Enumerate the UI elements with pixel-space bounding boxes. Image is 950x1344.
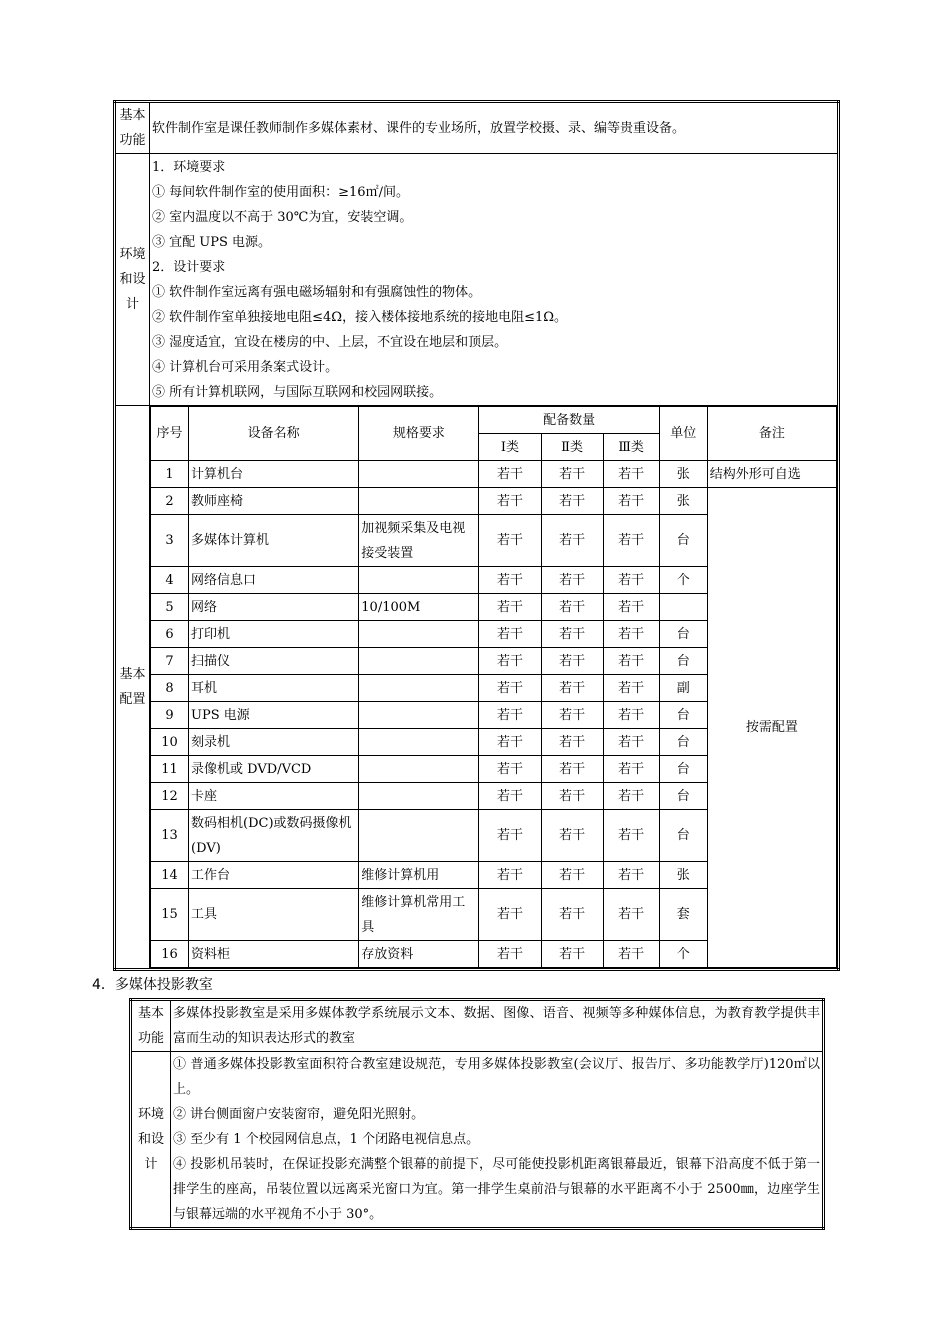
row-no: 4 [151,567,189,594]
row-class-2: 若干 [541,756,603,783]
row-class-2: 若干 [541,702,603,729]
row-spec [359,783,479,810]
row-name: 耳机 [189,675,359,702]
row-no: 16 [151,941,189,968]
row-unit: 台 [659,702,707,729]
row-class-3: 若干 [603,515,659,567]
table-row [151,488,837,515]
env-item: ③ 至少有 1 个校园网信息点，1 个闭路电视信息点。 [173,1132,480,1147]
env-design-content [150,154,839,406]
row-no: 11 [151,756,189,783]
row-class-3: 若干 [603,729,659,756]
row-name: 教师座椅 [189,488,359,515]
row-class-3: 若干 [603,461,659,488]
row-class-2: 若干 [541,515,603,567]
row-name: 录像机或 DVD/VCD [189,756,359,783]
header-unit: 单位 [659,407,707,461]
env-line: ③ 宜配 UPS 电源。 [152,234,272,250]
header-name: 设备名称 [189,407,359,461]
row-unit: 个 [659,567,707,594]
row-no: 7 [151,648,189,675]
row-class-3: 若干 [603,567,659,594]
row-unit: 个 [659,941,707,968]
row-class-3: 若干 [603,941,659,968]
env-item: ④ 投影机吊装时，在保证投影充满整个银幕的前提下，尽可能使投影机距离银幕最近，银幕下沿高度不低于第一排学生的座高，吊装位置以远离采光窗口为宜。第一排学生桌前沿与银幕的水平距离不小于 2500㎜，边座学生与银幕远端的水平视角不小于 30°。 [173,1157,820,1222]
row-no: 3 [151,515,189,567]
env-line: ② 室内温度以不高于 30℃为宜，安装空调。 [152,209,413,225]
row-class-3: 若干 [603,756,659,783]
merged-note: 按需配置 [707,488,836,968]
row-class-2: 若干 [541,648,603,675]
basic-function-label-2: 基本 功能 [131,1000,171,1052]
row-unit: 张 [659,461,707,488]
equipment-rows [151,461,837,968]
row-class-2: 若干 [541,567,603,594]
row-no: 14 [151,862,189,889]
row-class-1: 若干 [479,810,541,862]
row-class-1: 若干 [479,515,541,567]
env-design-content-2 [171,1052,824,1229]
row-name: 刻录机 [189,729,359,756]
row-no: 12 [151,783,189,810]
row-no: 9 [151,702,189,729]
row-unit: 套 [659,889,707,941]
env-line: ① 软件制作室远离有强电磁场辐射和有强腐蚀性的物体。 [152,284,482,300]
env-item: ① 普通多媒体投影教室面积符合教室建设规范，专用多媒体投影教室(会议厅、报告厅、多功能教学厅)120㎡以上。 [173,1057,820,1097]
row-unit: 张 [659,862,707,889]
row-class-2: 若干 [541,862,603,889]
row-class-1: 若干 [479,783,541,810]
env-line: ⑤ 所有计算机联网，与国际互联网和校园网联接。 [152,384,443,400]
row-no: 2 [151,488,189,515]
row-name: 计算机台 [189,461,359,488]
env-line: 2．设计要求 [152,259,226,275]
header-note: 备注 [707,407,836,461]
row-class-3: 若干 [603,594,659,621]
row-unit: 台 [659,756,707,783]
table-row [151,461,837,488]
equipment-table-cell [150,406,839,970]
header-class-1: Ⅰ类 [479,434,541,461]
row-class-1: 若干 [479,594,541,621]
row-spec [359,567,479,594]
row-unit: 台 [659,729,707,756]
row-class-3: 若干 [603,889,659,941]
row-no: 5 [151,594,189,621]
row-class-1: 若干 [479,729,541,756]
row-name: 数码相机(DC)或数码摄像机(DV) [189,810,359,862]
row-class-1: 若干 [479,621,541,648]
row-name: 多媒体计算机 [189,515,359,567]
row-class-3: 若干 [603,488,659,515]
header-class-2: Ⅱ类 [541,434,603,461]
row-class-3: 若干 [603,810,659,862]
row-unit [659,594,707,621]
row-class-2: 若干 [541,941,603,968]
env-design-label-2: 环境 和设 计 [131,1052,171,1229]
row-spec [359,675,479,702]
row-class-2: 若干 [541,783,603,810]
basic-config-label: 基本 配置 [115,406,150,970]
row-no: 6 [151,621,189,648]
row-spec: 10/100M [359,594,479,621]
env-line: ③ 湿度适宜，宜设在楼房的中、上层，不宜设在地层和顶层。 [152,334,508,350]
row-unit: 台 [659,783,707,810]
projection-room-table [129,998,825,1230]
row-no: 1 [151,461,189,488]
row-name: 卡座 [189,783,359,810]
row-name: 扫描仪 [189,648,359,675]
row-spec [359,756,479,783]
row-class-1: 若干 [479,488,541,515]
equipment-table [150,406,837,968]
row-class-1: 若干 [479,675,541,702]
env-design-label: 环境 和设 计 [115,154,150,406]
row-class-2: 若干 [541,675,603,702]
row-spec [359,648,479,675]
row-spec: 维修计算机常用工具 [359,889,479,941]
row-spec [359,488,479,515]
row-spec [359,729,479,756]
row-class-3: 若干 [603,621,659,648]
row-no: 10 [151,729,189,756]
row-spec: 加视频采集及电视接受装置 [359,515,479,567]
header-qty: 配备数量 [479,407,659,434]
row-name: 打印机 [189,621,359,648]
row-class-3: 若干 [603,648,659,675]
row-no: 8 [151,675,189,702]
row-class-3: 若干 [603,783,659,810]
row-class-2: 若干 [541,594,603,621]
row-class-1: 若干 [479,889,541,941]
row-name: 网络 [189,594,359,621]
row-unit: 台 [659,648,707,675]
row-name: UPS 电源 [189,702,359,729]
row-spec: 存放资料 [359,941,479,968]
row-class-3: 若干 [603,675,659,702]
row-class-1: 若干 [479,756,541,783]
row-unit: 台 [659,621,707,648]
header-spec: 规格要求 [359,407,479,461]
row-class-2: 若干 [541,461,603,488]
row-class-1: 若干 [479,648,541,675]
env-line: ① 每间软件制作室的使用面积：≥16㎡/间。 [152,184,409,200]
basic-function-text: 软件制作室是课任教师制作多媒体素材、课件的专业场所，放置学校摄、录、编等贵重设备。 [150,102,839,154]
row-name: 网络信息口 [189,567,359,594]
row-class-1: 若干 [479,862,541,889]
row-no: 13 [151,810,189,862]
row-class-1: 若干 [479,461,541,488]
row-class-2: 若干 [541,729,603,756]
row-unit: 台 [659,515,707,567]
header-class-3: Ⅲ类 [603,434,659,461]
section-heading: 4．多媒体投影教室 [92,977,213,993]
row-class-1: 若干 [479,702,541,729]
row-spec [359,702,479,729]
env-item: ② 讲台侧面窗户安装窗帘，避免阳光照射。 [173,1107,425,1122]
row-unit: 台 [659,810,707,862]
row-class-2: 若干 [541,621,603,648]
row-class-2: 若干 [541,488,603,515]
env-line: 1．环境要求 [152,159,226,175]
row-note: 结构外形可自选 [707,461,836,488]
row-class-1: 若干 [479,941,541,968]
env-line: ④ 计算机台可采用条案式设计。 [152,359,339,375]
row-class-1: 若干 [479,567,541,594]
basic-function-label: 基本 功能 [115,102,150,154]
row-name: 工具 [189,889,359,941]
row-spec [359,810,479,862]
basic-function-text-2: 多媒体投影教室是采用多媒体教学系统展示文本、数据、图像、语音、视频等多种媒体信息，为教育教学提供丰富而生动的知识表达形式的教室 [171,1000,824,1052]
row-name: 资料柜 [189,941,359,968]
row-spec: 维修计算机用 [359,862,479,889]
row-unit: 张 [659,488,707,515]
header-no: 序号 [151,407,189,461]
row-spec [359,621,479,648]
row-class-2: 若干 [541,810,603,862]
row-unit: 副 [659,675,707,702]
row-class-3: 若干 [603,862,659,889]
row-class-3: 若干 [603,702,659,729]
row-no: 15 [151,889,189,941]
row-class-2: 若干 [541,889,603,941]
row-spec [359,461,479,488]
env-line: ② 软件制作室单独接地电阻≤4Ω，接入楼体接地系统的接地电阻≤1Ω。 [152,309,568,325]
row-name: 工作台 [189,862,359,889]
software-room-table [113,100,840,971]
